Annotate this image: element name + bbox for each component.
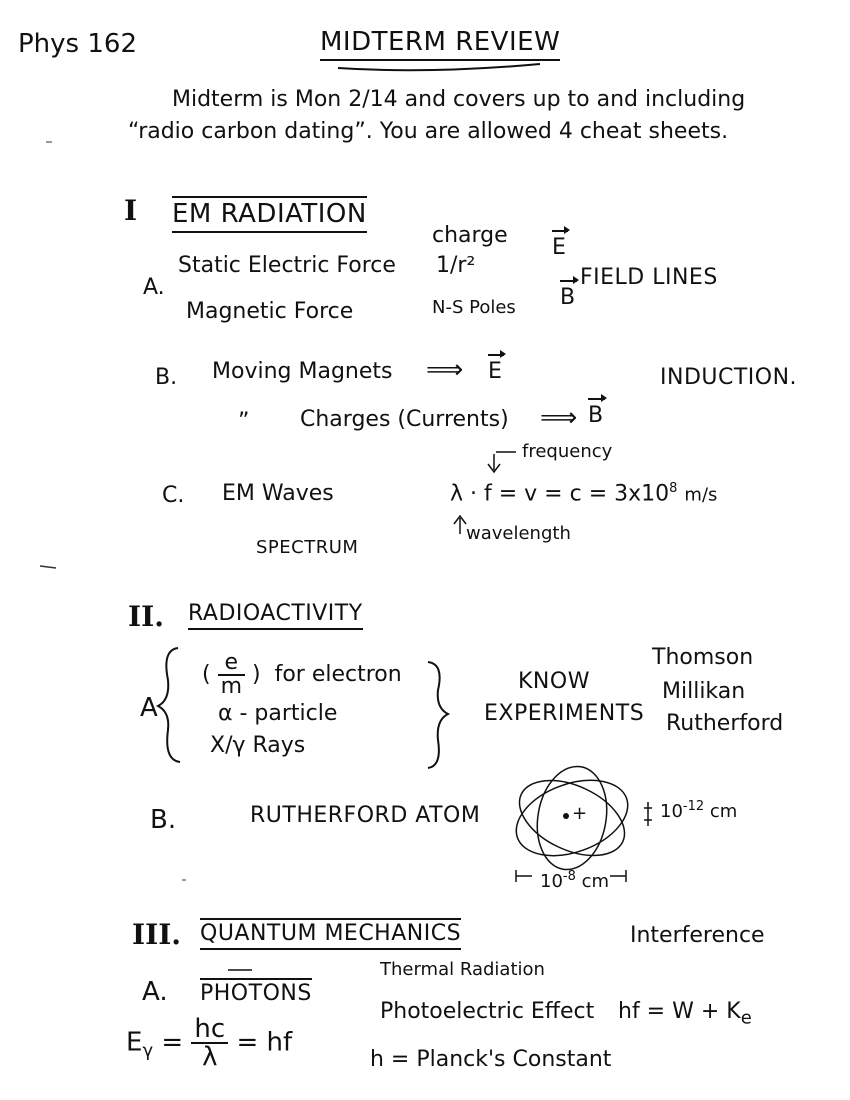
field-lines-label: FIELD LINES [580,265,718,290]
implies-arrow-1: ⟹ [426,355,464,385]
section-2-title: RADIOACTIVITY [188,602,363,630]
atom-size-unit: cm [581,871,610,892]
photons-label: PHOTONS [200,978,312,1006]
course-label: Phys 162 [18,29,137,59]
nucleus-size-unit: cm [709,801,738,822]
know-label: KNOW [518,669,590,694]
scientist-rutherford: Rutherford [666,711,784,736]
intro-line-2: “radio carbon dating”. You are allowed 4 cheat sheets. [128,119,729,144]
e-vector-symbol: E [552,235,566,260]
scientist-thomson: Thomson [652,645,754,670]
static-electric-force: Static Electric Force [178,253,396,278]
page-title: MIDTERM REVIEW [320,28,560,61]
right-brace [428,662,448,768]
spectrum-label: SPECTRUM [256,537,359,558]
atom-orbit-2 [508,765,637,870]
wave-equation-exponent: 8 [669,481,678,496]
n-s-poles: N-S Poles [432,297,516,318]
photon-energy-numerator: hc [191,1016,228,1044]
moving-magnets: Moving Magnets [212,359,393,384]
induction-label: INDUCTION. [660,365,798,390]
plancks-constant: h = Planck's Constant [370,1047,612,1072]
wavelength-note: wavelength [466,523,571,544]
b-vector-symbol-2: B [588,403,604,428]
wave-equation-text: λ · f = v = c = 3x10 [450,481,670,507]
nucleus-size-exponent: -12 [682,799,705,814]
section-1-numeral: I [124,194,138,227]
ditto-mark: ” [238,409,250,434]
wavelength-pointer-arrow [454,516,466,534]
section-1c-label: C. [162,483,185,508]
section-3-numeral: III. [132,918,182,951]
section-3a-label: A. [142,977,168,1007]
interference-label: Interference [630,923,765,948]
implies-arrow-2: ⟹ [540,403,578,433]
margin-mark-2 [40,566,56,568]
photon-energy-symbol: E [126,1027,143,1058]
e-over-m-item: ( $\frac{e}{m}$ ) for electron [202,650,402,699]
alpha-particle-item: α - particle [218,701,338,726]
photon-energy-subscript: γ [142,1040,154,1062]
atom-size-exponent: -8 [562,869,576,884]
nucleus-dot [563,813,569,819]
photoelectric-equation-subscript: e [740,1007,752,1029]
photoelectric-equation-text: hf = W + K [618,999,741,1024]
magnetic-force: Magnetic Force [186,299,354,324]
atom-orbit-1 [506,766,638,870]
nucleus-plus: + [572,803,588,824]
e-vector-symbol-2: E [488,359,502,384]
atom-diagram [506,761,638,875]
rutherford-atom-label: RUTHERFORD ATOM [250,803,481,828]
frequency-note: frequency [522,441,613,462]
atom-orbit-3 [529,761,614,875]
nucleus-size-base: 10 [660,801,683,822]
photon-energy-equation: $E_\gamma$ = $\frac{hc}{\lambda}$ = hf [126,1014,293,1072]
section-2a-label: A [140,693,158,723]
section-2b-label: B. [150,805,177,835]
section-1a-label: A. [143,275,165,300]
inverse-r-squared: 1/r² [436,253,476,278]
photon-energy-denominator: λ [202,1042,218,1072]
e-over-m-denominator: m [220,674,243,699]
e-over-m-numerator: e [218,652,245,676]
b-vector-symbol: B [560,285,576,310]
thermal-radiation: Thermal Radiation [380,959,545,980]
section-2-numeral: II. [128,600,164,633]
charge-note: charge [432,223,508,248]
experiments-label: EXPERIMENTS [484,701,645,726]
wave-equation-units: m/s [684,484,718,506]
x-gamma-rays-item: X/γ Rays [210,733,306,758]
title-underline-squiggle [338,64,540,70]
intro-line-1: Midterm is Mon 2/14 and covers up to and including [172,87,746,112]
charges-currents: Charges (Currents) [300,407,509,432]
nucleus-size-marker [644,802,652,826]
atom-size-base: 10 [540,871,563,892]
scientist-millikan: Millikan [662,679,746,704]
em-waves: EM Waves [222,481,334,506]
frequency-pointer-arrow [488,452,516,472]
e-over-m-text: for electron [274,662,402,687]
atom-size-span [516,870,626,882]
section-3-title: QUANTUM MECHANICS [200,918,461,950]
left-brace [158,648,180,762]
photon-energy-rhs: = hf [236,1027,293,1058]
section-1b-label: B. [155,365,178,390]
photoelectric-effect: Photoelectric Effect [380,999,595,1024]
section-1-title: EM RADIATION [172,196,367,233]
